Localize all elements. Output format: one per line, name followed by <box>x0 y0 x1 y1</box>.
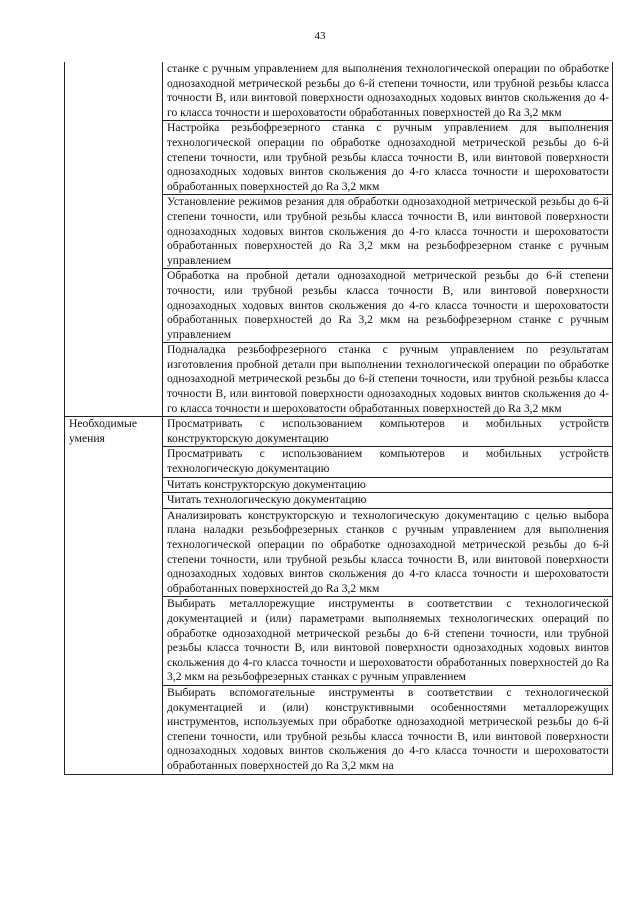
skill-text: Выбирать металлорежущие инструменты в соответствии с технологической документацией и (или) параметрами выполняемых технологических операций по обработке однозаходной метрической резьбы до 6-й степени точности, или трубной резьбы класса точности В, или винтовой поверхности однозаходных ходовых винтов скольжения до 4-го класса точности и шероховатости обработанных поверхностей до Ra 3,2 мкм на резьбофрезерных станках с ручным управлением <box>163 597 613 686</box>
skill-text: Просматривать с использованием компьютеров и мобильных устройств конструкторскую документацию <box>163 417 613 447</box>
skill-text: Выбирать вспомогательные инструменты в соответствии с технологической документацией и (или) конструктивными особенностями металлорежущих инструментов, используемых при обработке однозаходной метрической резьбы до 6-й степени точности, или трубной резьбы класса точности В, или винтовой поверхности однозаходных ходовых винтов скольжения до 4-го класса точности и шероховатости обработанных поверхностей до Ra 3,2 мкм на <box>163 685 613 774</box>
table-row <box>65 417 613 447</box>
page-number: 43 <box>314 30 326 42</box>
actions-label-cell <box>65 62 163 417</box>
action-text: Подналадка резьбофрезерного станка с ручным управлением по результатам изготовления пробной детали при выполнении технологической операции по обработке однозаходной метрической резьбы до 6-й степени точности, или трубной резьбы класса точности В, или винтовой поверхности однозаходных ходовых винтов скольжения до 4-го класса точности и шероховатости обработанных поверхностей до Ra 3,2 мкм <box>163 343 613 417</box>
skill-text: Читать конструкторскую документацию <box>163 477 613 493</box>
skill-text: Анализировать конструкторскую и технологическую документацию с целью выбора плана наладки резьбофрезерных станков с ручным управлением для выполнения технологической операции по обработке однозаходной метрической резьбы до 6-й степени точности, или трубной резьбы класса точности В, или винтовой поверхности однозаходных ходовых винтов скольжения до 4-го класса точности и шероховатости обработанных поверхностей до Ra 3,2 мкм <box>163 508 613 597</box>
table-row <box>65 62 613 121</box>
action-text: Установление режимов резания для обработки однозаходной метрической резьбы до 6-й степени точности, или трубной резьбы класса точности В, или винтовой поверхности однозаходных ходовых винтов скольжения до 4-го класса точности и шероховатости обработанных поверхностей до Ra 3,2 мкм на резьбофрезерном станке с ручным управлением <box>163 195 613 269</box>
skill-text: Просматривать с использованием компьютеров и мобильных устройств технологическую документацию <box>163 447 613 477</box>
skills-label: Необходимые умения <box>65 417 163 774</box>
skill-text: Читать технологическую документацию <box>163 493 613 509</box>
action-text: Настройка резьбофрезерного станка с ручным управлением для выполнения технологической операции по обработке однозаходной метрической резьбы до 6-й степени точности, или трубной резьбы класса точности В, или винтовой поверхности однозаходных ходовых винтов скольжения до 4-го класса точности и шероховатости обработанных поверхностей до Ra 3,2 мкм <box>163 121 613 195</box>
requirements-table <box>64 62 613 775</box>
action-text: станке с ручным управлением для выполнения технологической операции по обработке однозаходной метрической резьбы до 6-й степени точности, или трубной резьбы класса точности В, или винтовой поверхности однозаходных ходовых винтов скольжения до 4-го класса точности и шероховатости обработанных поверхностей до Ra 3,2 мкм <box>163 62 613 121</box>
action-text: Обработка на пробной детали однозаходной метрической резьбы до 6-й степени точности, или трубной резьбы класса точности В, или винтовой поверхности однозаходных ходовых винтов скольжения до 4-го класса точности и шероховатости обработанных поверхностей до Ra 3,2 мкм на резьбофрезерном станке с ручным управлением <box>163 269 613 343</box>
